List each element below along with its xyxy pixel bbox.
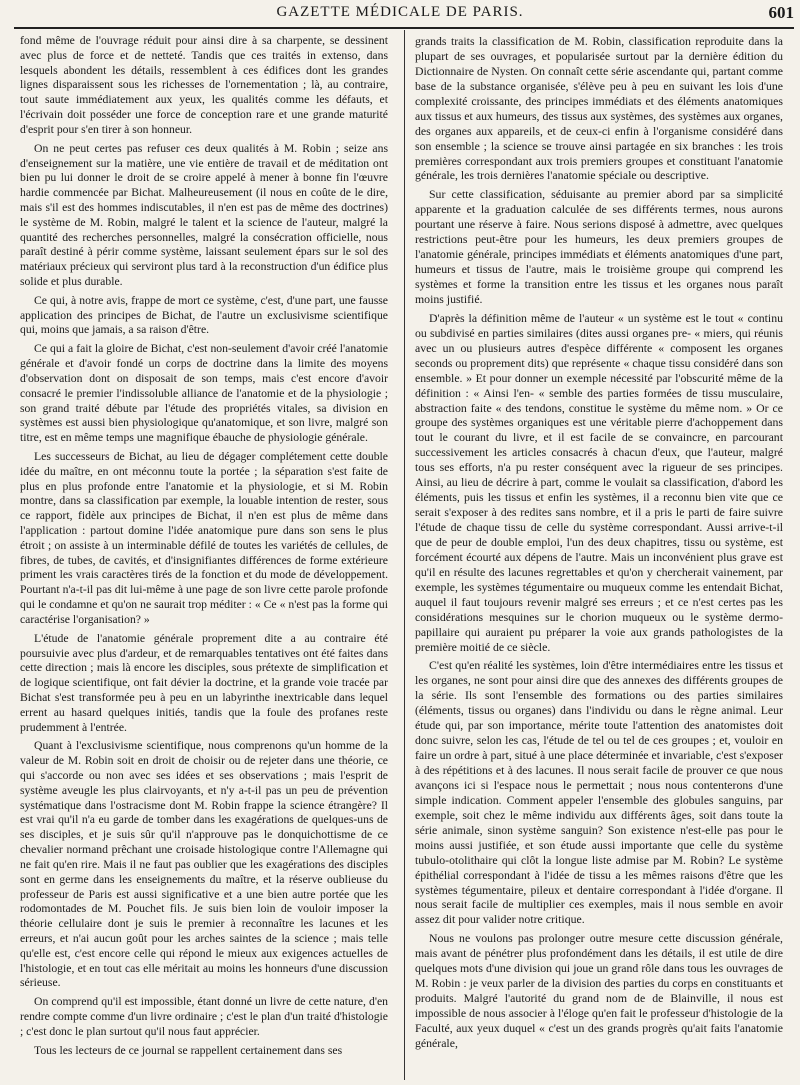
page-number: 601 (768, 3, 794, 22)
left-column (20, 34, 388, 1062)
paragraph: Ce qui a fait la gloire de Bichat, c'est non-seulement d'avoir créé l'anatomie générale et d'avoir fondé un corps de doctrine dans la limite des moyens d'observation dont on disposait de son temps, mais c'est encore d'avoir consacré le premier l'indissoluble alliance de l'anatomie et de la physiologie ; son grand traité débute par l'étude des propriétés vitales, sa division en systèmes est aussi bien physiologique qu'anatomique, et son livre, malgré son titre, est en même temps une magnifique ébauche de physiologie générale. (20, 342, 388, 445)
paragraph: Nous ne voulons pas prolonger outre mesure cette discussion générale, mais avant de pénétrer plus profondément dans les détails, il est utile de dire quelques mots d'une division qui joue un grand rôle dans tous les ouvrages de M. Robin : je veux parler de la division des parties du corps en constituants et produits. Malgré l'autorité du grand nom de de Blainville, il nous est impossible de nous associer à l'éloge qu'en fait le professeur d'histologie de la Faculté, aux yeux duquel « c'est un des grands progrès qu'ait faits l'anatomie générale, (415, 931, 783, 1050)
header-rule (14, 27, 794, 29)
paragraph: D'après la définition même de l'auteur « un système est le tout « continu ou subdivisé en parties similaires (dites aussi organes pre- « miers, qui réunis avec un ou plusieurs autres d'espèce différente « composent les organes seconds ou proprement dits) que représente « chaque tissu considéré dans son ensemble. » Et pour donner un exemple nécessité par l'obscurité même de la définition : « Ainsi l'en- « semble des parties formées de tissu musculaire, abstraction faite « des tendons, constitue le système du même nom. » Or ce groupe des systèmes organiques est une véritable pierre d'achoppement dans tout le courant du livre, et il est facile de se convaincre, en parcourant successivement les articles consacrés à chacun d'eux, que l'auteur, malgré tous ses efforts, n'a pu rester conséquent avec la rigueur de ses principes. Ainsi, au lieu de décrire à part, comme le voulait sa classification, d'abord les éléments, puis les tissus et enfin les systèmes, il a reconnu bien vite que ce serait s'exposer à des redites sans nombre, et il a pris le parti de faire suivre l'étude de chaque tissu de celle du système correspondant. Aussi arrive-t-il que de peur de double emploi, l'un des deux chapitres, tissu ou système, est forcément écourté aux dépens de l'autre. Mais un inconvénient plus grave est qu'il en résulte des lacunes regrettables et qu'on y chercherait vainement, par exemple, les systèmes tégumentaire ou muqueux comme les entendait Bichat, auquel il faut toujours revenir malgré ses erreurs ; et ce n'est certes pas les considérations mesquines sur le chorion muqueux ou le système dermo-papillaire qui auraient pu préparer la voie aux grands pathologistes de la première moitié de ce siècle. (415, 310, 783, 654)
right-column (415, 34, 783, 1055)
paragraph: Les successeurs de Bichat, au lieu de dégager complétement cette double idée du maître, en ont méconnu toute la portée ; la séparation s'est faite de plus en plus profonde entre l'anatomie et la physiologie, et si M. Robin montre, dans sa classification par exemple, la louable intention de rester, sous ce rapport, fidèle aux principes de Bichat, il n'en est plus de même dans l'application : partout domine l'idée anatomique pure dans son sens le plus étroit ; on assiste à un interminable défilé de toutes les variétés de cellules, de fibres, de tubes, de cavités, et d'insignifiantes différences de forme extérieure priment les vrais caractères tirés de la fonction et du mode de développement. Pourtant n'a-t-il pas dit lui-même à une page de son livre cette parole profonde qui le condamne et qu'on ne saurait trop méditer : « Ce « n'est pas la forme qui caractérise l'organisation? » (20, 449, 388, 626)
paragraph: On comprend qu'il est impossible, étant donné un livre de cette nature, d'en rendre compte comme d'un livre ordinaire ; c'est le plan d'un traité d'histologie ; c'est donc le plan surtout qu'il nous faut apprécier. (20, 995, 388, 1038)
paragraph: grands traits la classification de M. Robin, classification reproduite dans la plupart de ses ouvrages, et popularisée surtout par la dernière édition du Dictionnaire de Nysten. On connaît cette série ascendante qui, partant comme base de la substance organisée, s'élève peu à peu en suivant les lois d'une complexité croissante, des principes immédiats et des éléments anatomiques aux tissus et aux humeurs, des tissus aux systèmes, des systèmes aux organes, des organes aux appareils, et de ceux-ci enfin à l'organisme considéré dans son ensemble ; la science se trouve ainsi partagée en six branches : les trois premières correspondant aux trois premiers groupes et constituant l'anatomie générale, les trois dernières l'anatomie spéciale ou descriptive. (415, 34, 783, 183)
paragraph: Quant à l'exclusivisme scientifique, nous comprenons qu'un homme de la valeur de M. Robin soit en droit de choisir ou de rejeter dans une théorie, ce qui s'accorde ou non avec ses idées et ses observations ; mais l'esprit de système aveugle les plus clairvoyants, et n'y a-t-il pas un peu de prévention systématique dans l'ostracisme dont M. Robin frappe la science étrangère? Il est vrai qu'il n'a eu garde de tomber dans les exagérations de quelques-uns de ses disciples, et je suis sûr qu'il n'approuve pas le donquichottisme de ce chevalier normand prêchant une croisade histologique contre l'Allemagne qui ne fait qu'en rire. Mais il ne faut pas oublier que les exagérations des disciples sont en germe dans les enseignements du maître, et la réserve oublieuse du professeur de Paris est aussi significative et a une bien autre portée que les rodomontades de M. Pouchet fils. Je suis bien loin de vouloir imposer la théorie cellulaire dont je suis le premier à reconnaître les lacunes et les erreurs, et n'ai aucun goût pour les arches saintes de la science ; mais telle qu'elle est, c'est encore celle qui répond le mieux aux exigences actuelles de l'histologie, et en tout cas elle méritait au moins les honneurs d'une discussion sérieuse. (20, 739, 388, 990)
paragraph: C'est qu'en réalité les systèmes, loin d'être intermédiaires entre les tissus et les organes, ne sont pour ainsi dire que des annexes des différents groupes de la série. Ils sont l'ensemble des formations ou des parties similaires (éléments, tissus ou organes) dans l'individu ou dans le règne animal. Leur étude qui, par son importance, mérite toute l'attention des anatomistes doit donc suivre, selon les cas, l'étude de tel ou tel de ces groupes ; et, vouloir en faire un ordre à part, situé à une place déterminée et invariable, c'est s'exposer à des répétitions et à des lacunes. Il nous serait facile de prouver ce que nous avançons ici si l'espace nous le permettait ; nous nous contenterons d'une simple indication. Comment appeler l'ensemble des globules sanguins, par exemple, soit chez le même individu aux différents âges, soit dans toute la série animale, sinon système sanguin? Son existence n'est-elle pas pour le moins aussi justifiée, et son étude aussi importante que celle du système tubulo-otolithaire qui clôt la longue liste admise par M. Robin? Le système épithélial correspondant à l'idée de tissu a les mêmes raisons d'être que les systèmes tégumentaire, pileux et dentaire correspondant à l'idée d'organe. Il nous serait facile de multiplier ces exemples, mais il nous semble en avoir assez dit pour valider notre critique. (415, 658, 783, 927)
paragraph: L'étude de l'anatomie générale proprement dite a au contraire été poursuivie avec plus d'ardeur, et de remarquables tentatives ont été faites dans cette direction ; mais là encore les disciples, sous prétexte de simplification et de logique scientifique, ont fait dévier la doctrine, et la grande voie tracée par Bichat s'est transformée peu à peu en un labyrinthe inextricable dans lequel errent au hasard quelques initiés, tandis que la foule des profanes reste prudemment à l'entrée. (20, 631, 388, 734)
paragraph: Ce qui, à notre avis, frappe de mort ce système, c'est, d'une part, une fausse application des principes de Bichat, de l'autre un exclusivisme scientifique qui, moins que jamais, a sa raison d'être. (20, 293, 388, 337)
paragraph: On ne peut certes pas refuser ces deux qualités à M. Robin ; seize ans d'enseignement sur la matière, une vie entière de travail et de méditation ont bien pu lui donner le droit de se croire appelé à mener à bonne fin l'œuvre hardie commencée par Bichat. Malheureusement (il nous en coûte de le dire, mais s'il est des hommes indiscutables, il n'en est pas de même des doctrines) le système de M. Robin, malgré le talent et la science de l'auteur, malgré la quantité des recherches personnelles, malgré la consécration officielle, nous paraît destiné à périr comme système, laissant seulement épars sur le sol des matériaux précieux qui serviront plus tard à la reconstruction d'un édifice plus solide et plus durable. (20, 141, 388, 288)
page-header (0, 0, 800, 26)
paragraph: Sur cette classification, séduisante au premier abord par sa simplicité apparente et la graduation calculée de ses différents termes, nous aurons pourtant une réserve à faire. Nous serions disposé à admettre, avec quelques restrictions peut-être pour les humeurs, les deux premiers groupes de l'anatomie générale, principes immédiats et éléments anatomiques d'une part, humeurs et tissus de l'autre, mais le troisième groupe qui comprend les systèmes et forme la transition entre les tissus et les organes nous paraît moins justifié. (415, 187, 783, 306)
column-divider (404, 30, 405, 1080)
paragraph: fond même de l'ouvrage réduit pour ainsi dire à sa charpente, se dessinent avec plus de force et de netteté. Tandis que ces traités in extenso, dans lesquels abondent les détails, ressemblent à ces édifices dont les grandes lignes disparaissent sous les richesses de l'ornementation ; là, au contraire, tout saute immédiatement aux yeux, les qualités comme les défauts, et l'écrivain doit posséder une force de conception rare et une grande maturité d'esprit pour s'en tirer à son honneur. (20, 34, 388, 136)
paragraph: Tous les lecteurs de ce journal se rappellent certainement dans ses (34, 1043, 343, 1057)
journal-title: GAZETTE MÉDICALE DE PARIS. (276, 4, 524, 20)
